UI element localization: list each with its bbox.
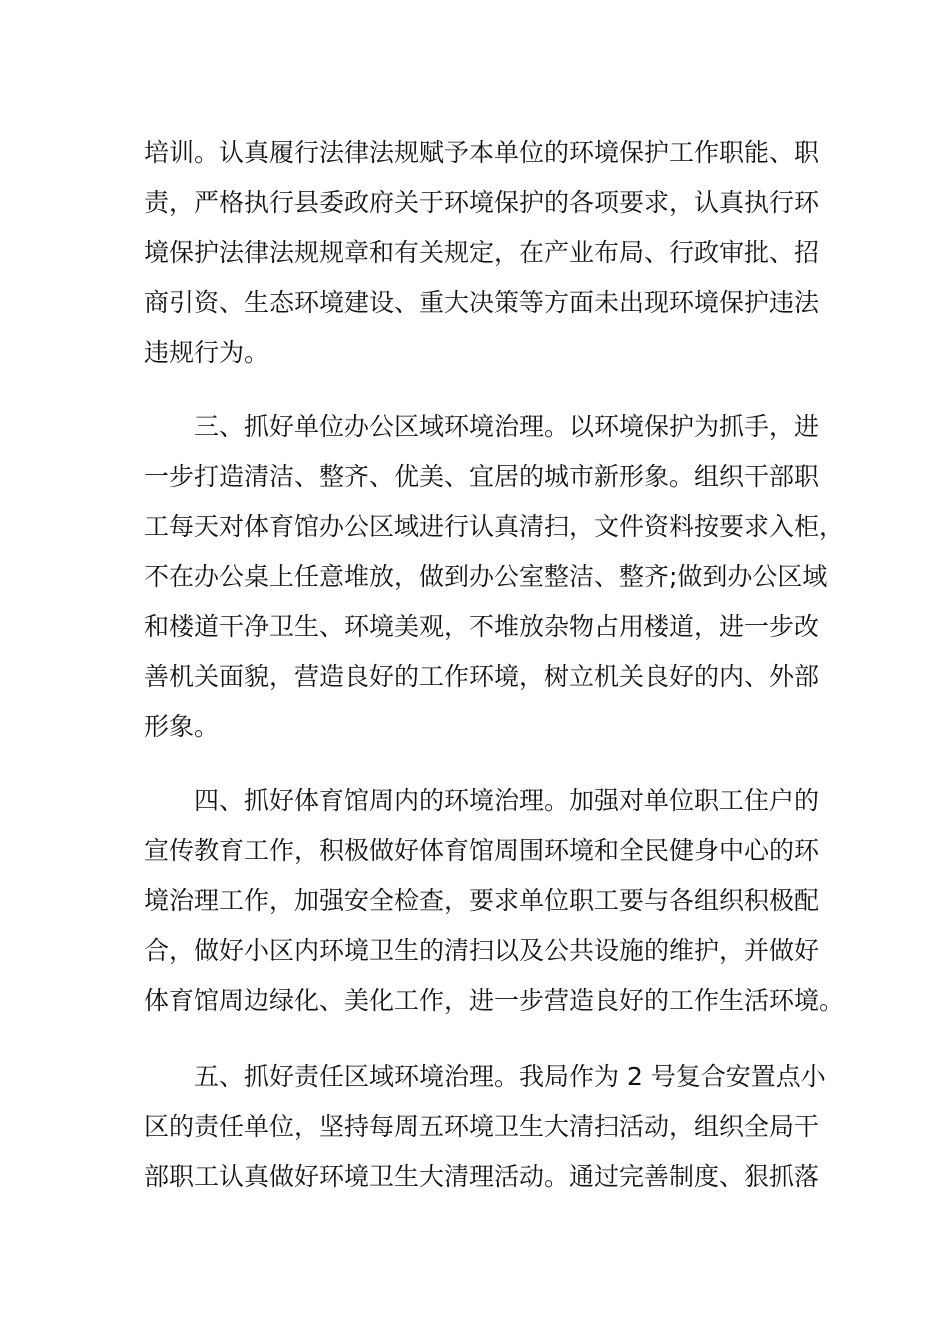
paragraph-line: 合，做好小区内环境卫生的清扫以及公共设施的维护，并做好: [144, 936, 820, 965]
paragraph-line: 和楼道干净卫生、环境美观，不堆放杂物占用楼道，进一步改: [144, 612, 820, 641]
paragraph-4: [144, 1052, 826, 1202]
paragraph-1: [144, 128, 820, 378]
paragraph-line: 四、抓好体育馆周内的环境治理。加强对单位职工住户的: [194, 786, 820, 815]
paragraph-line: 境保护法律法规规章和有关规定，在产业布局、行政审批、招: [144, 238, 820, 267]
paragraph-line: 违规行为。: [144, 338, 270, 367]
paragraph-line: 部职工认真做好环境卫生大清理活动。通过完善制度、狠抓落: [144, 1162, 820, 1191]
paragraph-line: 培训。认真履行法律法规赋予本单位的环境保护工作职能、职: [144, 138, 820, 167]
paragraph-line: 不在办公桌上任意堆放，做到办公室整洁、整齐;做到办公区域: [144, 562, 828, 591]
paragraph-line: 责，严格执行县委政府关于环境保护的各项要求，认真执行环: [144, 188, 820, 217]
paragraph-line: 境治理工作，加强安全检查，要求单位职工要与各组织积极配: [144, 886, 820, 915]
paragraph-line: 商引资、生态环境建设、重大决策等方面未出现环境保护违法: [144, 288, 820, 317]
paragraph-line: 体育馆周边绿化、美化工作，进一步营造良好的工作生活环境。: [144, 986, 845, 1015]
paragraph-line: 三、抓好单位办公区域环境治理。以环境保护为抓手，进: [194, 412, 820, 441]
paragraph-line: 五、抓好责任区域环境治理。我局作为 2 号复合安置点小: [194, 1062, 826, 1091]
paragraph-line: 善机关面貌，营造良好的工作环境，树立机关良好的内、外部: [144, 662, 820, 691]
paragraph-line: 宣传教育工作，积极做好体育馆周围环境和全民健身中心的环: [144, 836, 820, 865]
paragraph-2: [144, 402, 845, 752]
paragraph-line: 区的责任单位，坚持每周五环境卫生大清扫活动，组织全局干: [144, 1112, 820, 1141]
paragraph-line: 形象。: [144, 712, 220, 741]
paragraph-line: 一步打造清洁、整齐、优美、宜居的城市新形象。组织干部职: [144, 462, 820, 491]
paragraph-3: [144, 776, 845, 1026]
paragraph-line: 工每天对体育馆办公区域进行认真清扫，文件资料按要求入柜，: [144, 512, 845, 541]
